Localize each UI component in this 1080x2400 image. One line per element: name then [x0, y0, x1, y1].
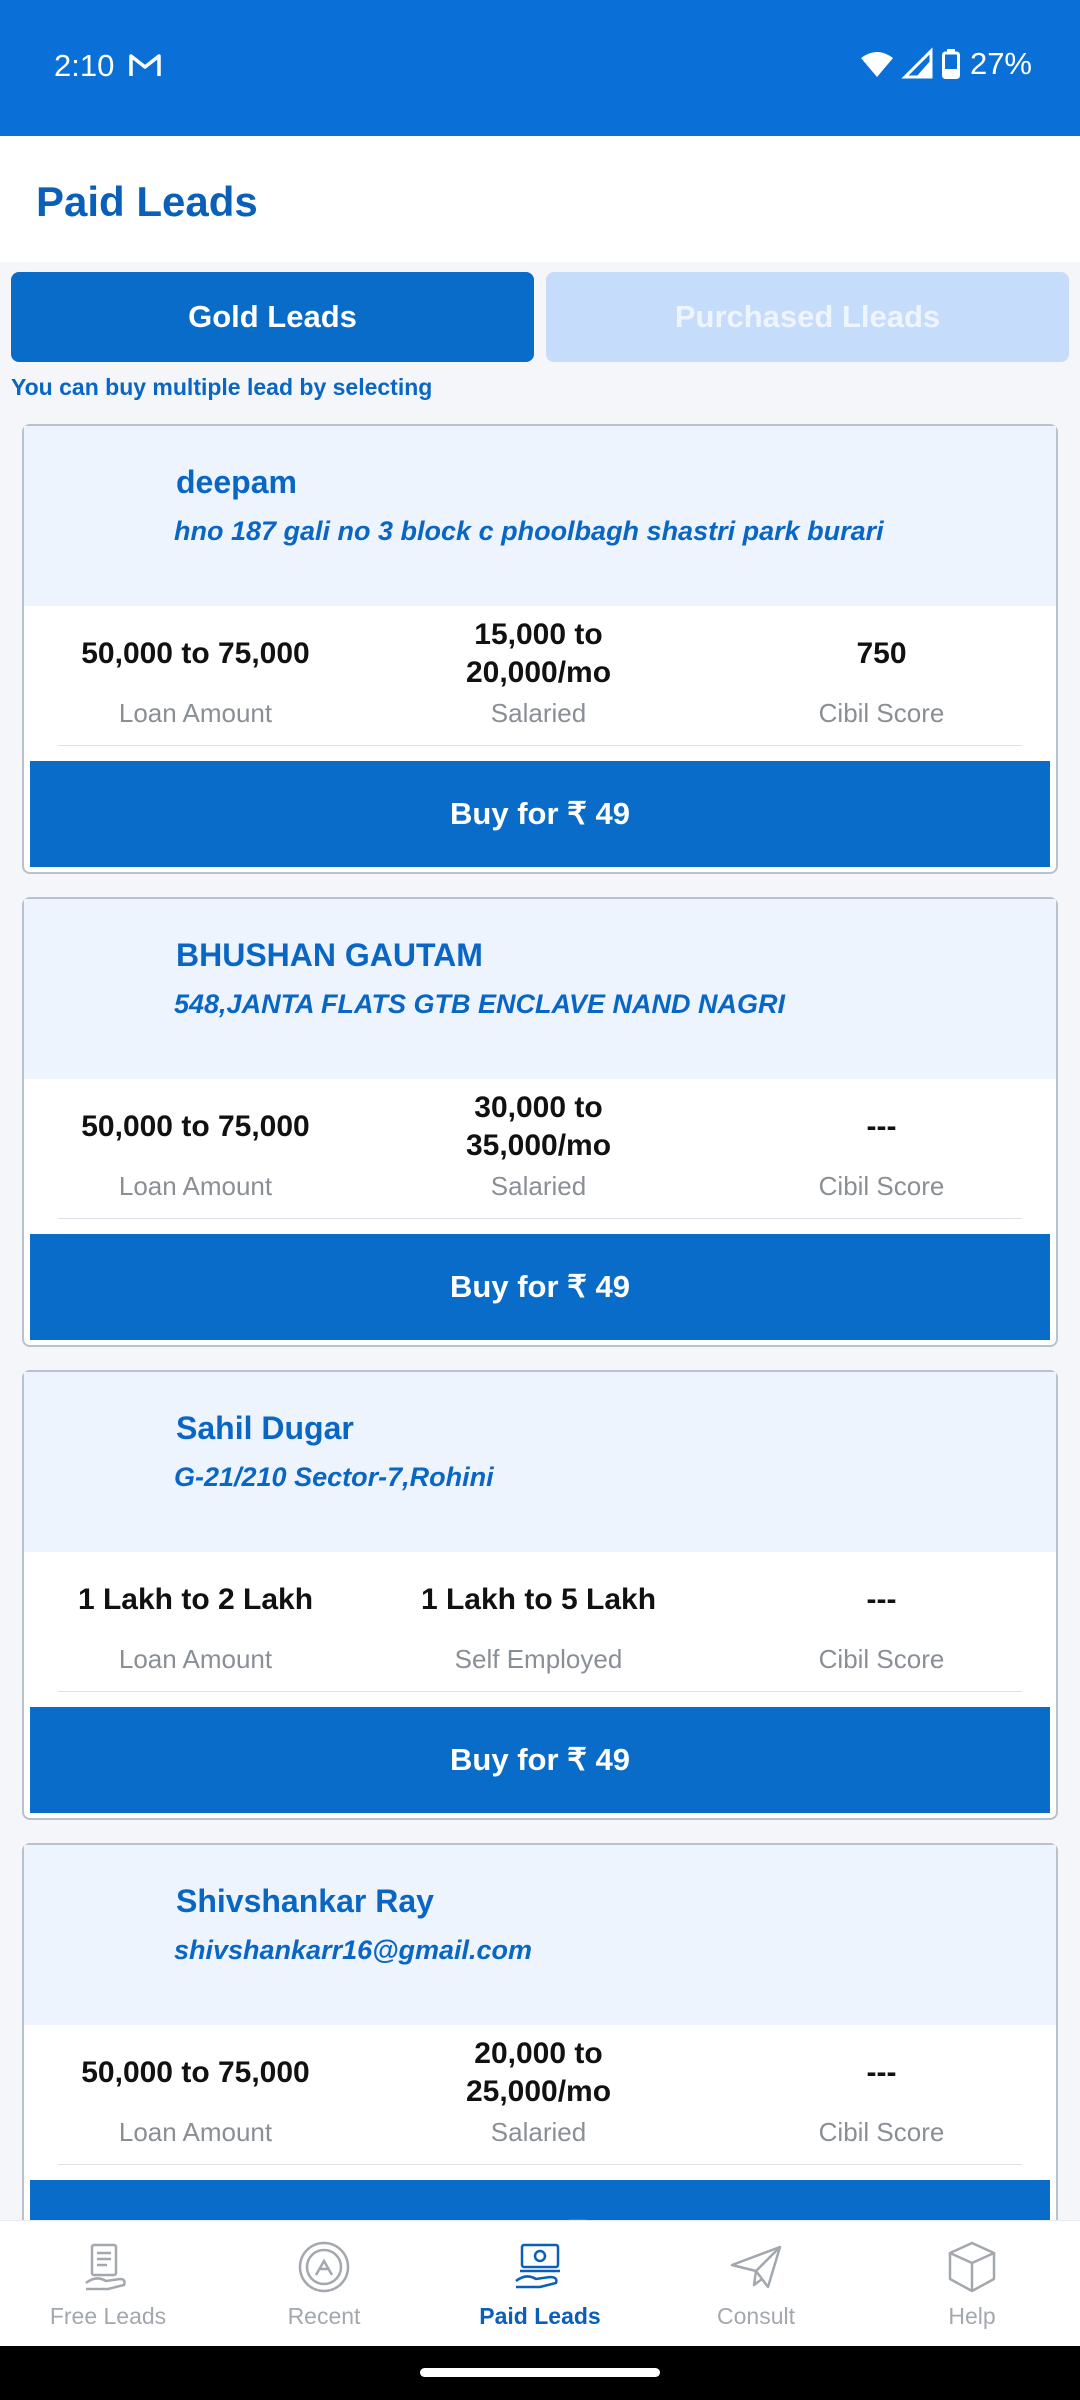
- loan-amount-label: Loan Amount: [118, 2117, 273, 2147]
- lead-name: BHUSHAN GAUTAM: [176, 937, 483, 973]
- lead-name: Shivshankar Ray: [176, 1883, 434, 1919]
- home-gesture-handle[interactable]: [420, 2368, 660, 2377]
- nav-label: Paid Leads: [479, 2303, 601, 2329]
- nav-label: Free Leads: [49, 2303, 167, 2329]
- status-bar: [0, 0, 1080, 136]
- income-value: 20,000 to 25,000/mo: [465, 2037, 612, 2108]
- lead-list[interactable]: [22, 424, 1058, 2196]
- cibil-label: Cibil Score: [818, 2117, 945, 2147]
- paper-plane-icon: [728, 2239, 784, 2295]
- lead-card-header: [24, 1372, 1056, 1552]
- page-title: Paid Leads: [36, 178, 258, 225]
- income-value: 30,000 to 35,000/mo: [465, 1091, 612, 1162]
- income-value: 15,000 to 20,000/mo: [465, 618, 612, 689]
- income-value: 1 Lakh to 5 Lakh: [420, 1583, 657, 1616]
- cibil-value: ---: [866, 1110, 897, 1143]
- nav-paid-leads[interactable]: [432, 2221, 648, 2347]
- employment-label: Self Employed: [454, 1644, 623, 1674]
- divider: [58, 1691, 1022, 1692]
- lead-card[interactable]: [22, 1370, 1058, 1820]
- recent-icon: [296, 2239, 352, 2295]
- bottom-nav: [0, 2220, 1080, 2346]
- app-header: [0, 136, 1080, 262]
- status-indicators: [860, 46, 1032, 82]
- income-stat: [367, 1079, 710, 1219]
- loan-amount-value: 50,000 to 75,000: [81, 1110, 310, 1143]
- income-stat: [367, 2025, 710, 2165]
- cibil-label: Cibil Score: [818, 698, 945, 728]
- buy-lead-button[interactable]: Buy for ₹ 49: [30, 761, 1050, 867]
- loan-amount-label: Loan Amount: [118, 698, 273, 728]
- lead-card[interactable]: [22, 897, 1058, 1347]
- lead-card[interactable]: [22, 424, 1058, 874]
- loan-amount-label: Loan Amount: [118, 1644, 273, 1674]
- help-box-icon: [944, 2239, 1000, 2295]
- employment-label: Salaried: [490, 2117, 587, 2147]
- gmail-icon: [128, 52, 162, 78]
- employment-label: Salaried: [490, 698, 587, 728]
- status-time: 2:10: [54, 48, 115, 83]
- income-stat: [367, 1552, 710, 1692]
- nav-label: Consult: [717, 2303, 795, 2329]
- lead-address: 548,JANTA FLATS GTB ENCLAVE NAND NAGRI: [174, 989, 786, 1019]
- loan-amount-stat: [24, 1079, 367, 1219]
- lead-name: Sahil Dugar: [176, 1410, 354, 1446]
- tab-purchased-leads[interactable]: Purchased Lleads: [546, 272, 1069, 362]
- nav-free-leads[interactable]: [0, 2221, 216, 2347]
- nav-label: Help: [948, 2303, 996, 2329]
- loan-amount-value: 50,000 to 75,000: [81, 2056, 310, 2089]
- cibil-value: ---: [866, 2056, 897, 2089]
- divider: [58, 1218, 1022, 1219]
- lead-stats: [24, 1079, 1056, 1219]
- employment-label: Salaried: [490, 1171, 587, 1201]
- nav-recent[interactable]: [216, 2221, 432, 2347]
- lead-address: shivshankarr16@gmail.com: [174, 1935, 532, 1965]
- multi-select-hint: You can buy multiple lead by selecting: [11, 374, 433, 400]
- cibil-stat: [710, 1552, 1053, 1692]
- signal-icon: [904, 50, 932, 78]
- cibil-stat: [710, 1079, 1053, 1219]
- loan-amount-label: Loan Amount: [118, 1171, 273, 1201]
- loan-amount-value: 1 Lakh to 2 Lakh: [77, 1583, 314, 1616]
- paid-leads-icon: [512, 2239, 568, 2295]
- loan-amount-stat: [24, 606, 367, 746]
- divider: [58, 2164, 1022, 2165]
- system-gesture-bar: [0, 2346, 1080, 2400]
- lead-stats: [24, 606, 1056, 746]
- divider: [58, 745, 1022, 746]
- battery-icon: [942, 49, 960, 79]
- buy-lead-button[interactable]: Buy for ₹ 49: [30, 1707, 1050, 1813]
- lead-card-header: [24, 899, 1056, 1079]
- lead-stats: [24, 1552, 1056, 1692]
- cibil-label: Cibil Score: [818, 1171, 945, 1201]
- free-leads-icon: [80, 2239, 136, 2295]
- lead-card-header: [24, 426, 1056, 606]
- cibil-value: ---: [866, 1583, 897, 1616]
- loan-amount-stat: [24, 1552, 367, 1692]
- wifi-icon: [860, 50, 894, 78]
- nav-label: Recent: [287, 2303, 361, 2329]
- lead-stats: [24, 2025, 1056, 2165]
- loan-amount-value: 50,000 to 75,000: [81, 637, 310, 670]
- income-stat: [367, 606, 710, 746]
- lead-card-header: [24, 1845, 1056, 2025]
- lead-address: hno 187 gali no 3 block c phoolbagh shastri park burari: [174, 516, 884, 546]
- lead-name: deepam: [176, 464, 297, 500]
- tab-gold-leads[interactable]: Gold Leads: [11, 272, 534, 362]
- nav-consult[interactable]: [648, 2221, 864, 2347]
- buy-lead-button[interactable]: Buy for ₹ 49: [30, 1234, 1050, 1340]
- lead-tabs: [11, 272, 1069, 362]
- loan-amount-stat: [24, 2025, 367, 2165]
- cibil-stat: [710, 2025, 1053, 2165]
- nav-help[interactable]: [864, 2221, 1080, 2347]
- cibil-value: 750: [856, 637, 907, 670]
- cibil-stat: [710, 606, 1053, 746]
- lead-address: G-21/210 Sector-7,Rohini: [174, 1462, 494, 1492]
- cibil-label: Cibil Score: [818, 1644, 945, 1674]
- battery-percent: 27%: [969, 46, 1032, 81]
